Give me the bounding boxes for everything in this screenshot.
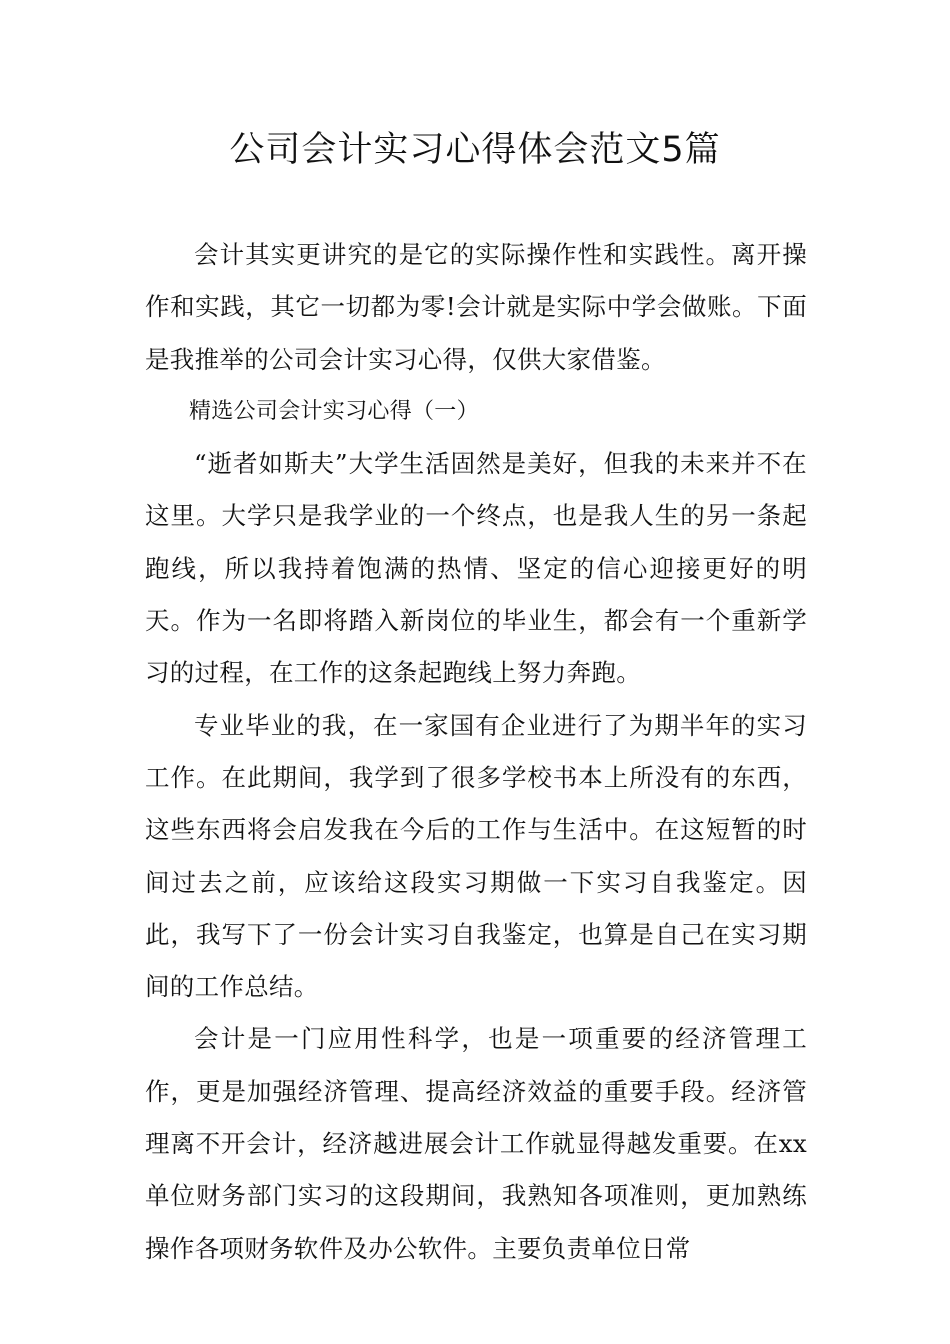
intro-paragraph: 会计其实更讲究的是它的实际操作性和实践性。离开操作和实践，其它一切都为零!会计就是实际中学会做账。下面是我推举的公司会计实习心得，仅供大家借鉴。 [145, 240, 807, 374]
document-title: 公司会计实习心得体会范文5篇 [229, 130, 721, 170]
body-paragraph: 专业毕业的我，在一家国有企业进行了为期半年的实习工作。在此期间，我学到了很多学校书本上所没有的东西，这些东西将会启发我在今后的工作与生活中。在这短暂的时间过去之前，应该给这段实习期做一下实习自我鉴定。因此，我写下了一份会计实习自我鉴定，也算是自己在实习期间的工作总结。 [145, 710, 807, 1002]
body-paragraph: 会计是一门应用性科学，也是一项重要的经济管理工作，更是加强经济管理、提高经济效益的重要手段。经济管理离不开会计，经济越进展会计工作就显得越发重要。在xx单位财务部门实习的这段期间，我熟知各项准则，更加熟练操作各项财务软件及办公软件。主要负责单位日常 [145, 1024, 807, 1263]
body-paragraph: “逝者如斯夫”大学生活固然是美好，但我的未来并不在这里。大学只是我学业的一个终点，也是我人生的另一条起跑线，所以我持着饱满的热情、坚定的信心迎接更好的明天。作为一名即将踏入新岗位的毕业生，都会有一个重新学习的过程，在工作的这条起跑线上努力奔跑。 [145, 449, 807, 688]
section-heading: 精选公司会计实习心得（一） [189, 398, 479, 424]
document-body [145, 229, 807, 1275]
